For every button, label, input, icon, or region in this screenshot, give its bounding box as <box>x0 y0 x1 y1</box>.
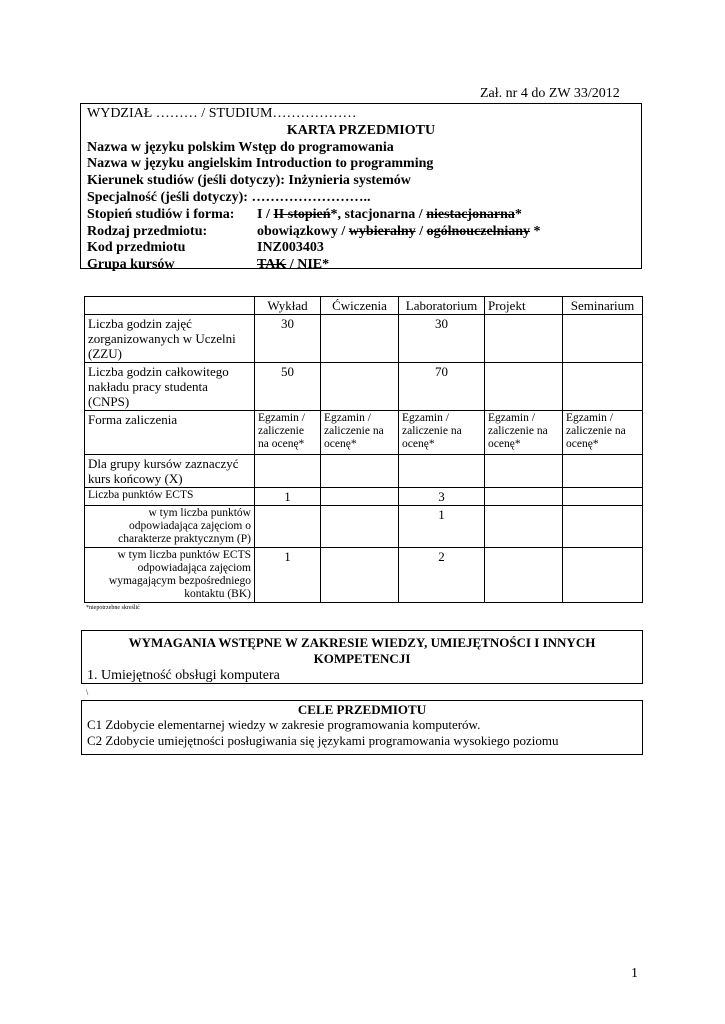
final-wyklad <box>255 455 321 488</box>
forma-seminarium: Egzamin / zaliczenie na ocenę* <box>563 411 643 455</box>
row-label-practical: w tym liczba punktów odpowiadająca zajęciom o charakterze praktycznym (P) <box>85 506 255 548</box>
ects-cwiczenia <box>321 488 399 506</box>
row-label-forma: Forma zaliczenia <box>85 411 255 455</box>
table-row <box>85 506 643 548</box>
faculty-line: WYDZIAŁ ……… / STUDIUM……………… <box>87 106 357 121</box>
table-row <box>85 363 643 411</box>
header-cwiczenia: Ćwiczenia <box>321 297 399 315</box>
header-projekt: Projekt <box>485 297 563 315</box>
practical-cwiczenia <box>321 506 399 548</box>
direct-lab: 2 <box>399 548 485 603</box>
row-label-zzu: Liczba godzin zajęć zorganizowanych w Uczelni (ZZU) <box>85 315 255 363</box>
attachment-note: Zał. nr 4 do ZW 33/2012 <box>480 86 620 101</box>
row-label-direct: w tym liczba punktów ECTS odpowiadająca zajęciom wymagającym bezpośredniego kontaktu (BK) <box>85 548 255 603</box>
ects-lab: 3 <box>399 488 485 506</box>
header-laboratorium: Laboratorium <box>399 297 485 315</box>
final-seminarium <box>563 455 643 488</box>
group-rest: / NIE* <box>286 257 330 273</box>
course-card <box>80 103 642 273</box>
group-struck: TAK <box>257 257 287 273</box>
zzu-cwiczenia <box>321 315 399 363</box>
direct-projekt <box>485 548 563 603</box>
degree-struck-1: II stopień <box>273 206 331 222</box>
degree-part: *, stacjonarna / <box>330 206 427 222</box>
group-label: Grupa kursów <box>87 257 175 273</box>
direct-seminarium <box>563 548 643 603</box>
ects-seminarium <box>563 488 643 506</box>
page-number: 1 <box>631 966 638 981</box>
ects-wyklad: 1 <box>255 488 321 506</box>
forma-cwiczenia: Egzamin / zaliczenie na ocenę* <box>321 411 399 455</box>
kind-struck-2: ogólnouczelniany <box>426 223 531 239</box>
zzu-projekt <box>485 315 563 363</box>
goal-item: C2 Zdobycie umiejętności posługiwania się językami programowania wysokiego poziomu <box>87 733 559 748</box>
footnote: *niepotrzebne skreślić <box>86 605 140 611</box>
name-english: Nazwa w języku angielskim Introduction to programming <box>87 156 434 172</box>
final-projekt <box>485 455 563 488</box>
header-seminarium: Seminarium <box>563 297 643 315</box>
requirements-title: WYMAGANIA WSTĘPNE W ZAKRESIE WIEDZY, UMIEJĘTNOŚCI I INNYCH KOMPETENCJI <box>128 635 596 666</box>
forma-projekt: Egzamin / zaliczenie na ocenę* <box>485 411 563 455</box>
table-row <box>85 315 643 363</box>
row-label-final: Dla grupy kursów zaznaczyć kurs końcowy (X) <box>85 455 255 488</box>
field-of-study: Kierunek studiów (jeśli dotyczy): Inżynieria systemów <box>87 173 411 189</box>
row-label-ects: Liczba punktów ECTS <box>85 488 255 506</box>
kind-part: / <box>415 223 427 239</box>
name-polish: Nazwa w języku polskim Wstęp do programowania <box>87 139 394 155</box>
degree-part: I / <box>257 206 274 222</box>
final-cwiczenia <box>321 455 399 488</box>
code-label: Kod przedmiotu <box>87 240 186 256</box>
cnps-lab: 70 <box>399 363 485 411</box>
practical-lab: 1 <box>399 506 485 548</box>
zzu-seminarium <box>563 315 643 363</box>
degree-part: * <box>514 206 522 222</box>
table-row <box>85 455 643 488</box>
final-lab <box>399 455 485 488</box>
requirements-box <box>81 630 643 684</box>
hours-table <box>84 296 643 603</box>
stray-backslash: \ <box>86 688 89 697</box>
table-row <box>85 488 643 506</box>
kind-row <box>87 224 635 241</box>
card-title: KARTA PRZEDMIOTU <box>286 122 436 138</box>
forma-wyklad: Egzamin / zaliczenie na ocenę* <box>255 411 321 455</box>
header-empty <box>85 297 255 315</box>
cnps-wyklad: 50 <box>255 363 321 411</box>
practical-projekt <box>485 506 563 548</box>
forma-lab: Egzamin / zaliczenie na ocenę* <box>399 411 485 455</box>
kind-part: obowiązkowy / <box>257 223 349 239</box>
header-wyklad: Wykład <box>255 297 321 315</box>
practical-seminarium <box>563 506 643 548</box>
table-row <box>85 411 643 455</box>
degree-label: Stopień studiów i forma: <box>87 206 235 222</box>
kind-struck-1: wybieralny <box>348 223 416 239</box>
goal-item: C1 Zdobycie elementarnej wiedzy w zakresie programowania komputerów. <box>87 717 481 732</box>
direct-cwiczenia <box>321 548 399 603</box>
specialty: Specjalność (jeśli dotyczy): …………………….. <box>87 189 371 205</box>
code-row <box>87 240 635 257</box>
table-row <box>85 548 643 603</box>
kind-label: Rodzaj przedmiotu: <box>87 223 208 239</box>
degree-row <box>87 207 635 224</box>
requirement-item: 1. Umiejętność obsługi komputera <box>87 668 280 683</box>
zzu-wyklad: 30 <box>255 315 321 363</box>
cnps-projekt <box>485 363 563 411</box>
direct-wyklad: 1 <box>255 548 321 603</box>
goals-box <box>81 700 643 755</box>
practical-wyklad <box>255 506 321 548</box>
zzu-lab: 30 <box>399 315 485 363</box>
degree-struck-2: niestacjonarna <box>426 206 515 222</box>
goals-title: CELE PRZEDMIOTU <box>297 702 427 717</box>
code-value: INZ003403 <box>257 240 324 256</box>
table-header-row <box>85 297 643 315</box>
cnps-seminarium <box>563 363 643 411</box>
kind-part: * <box>530 223 541 239</box>
group-row <box>87 257 635 274</box>
ects-projekt <box>485 488 563 506</box>
cnps-cwiczenia <box>321 363 399 411</box>
row-label-cnps: Liczba godzin całkowitego nakładu pracy studenta (CNPS) <box>85 363 255 411</box>
